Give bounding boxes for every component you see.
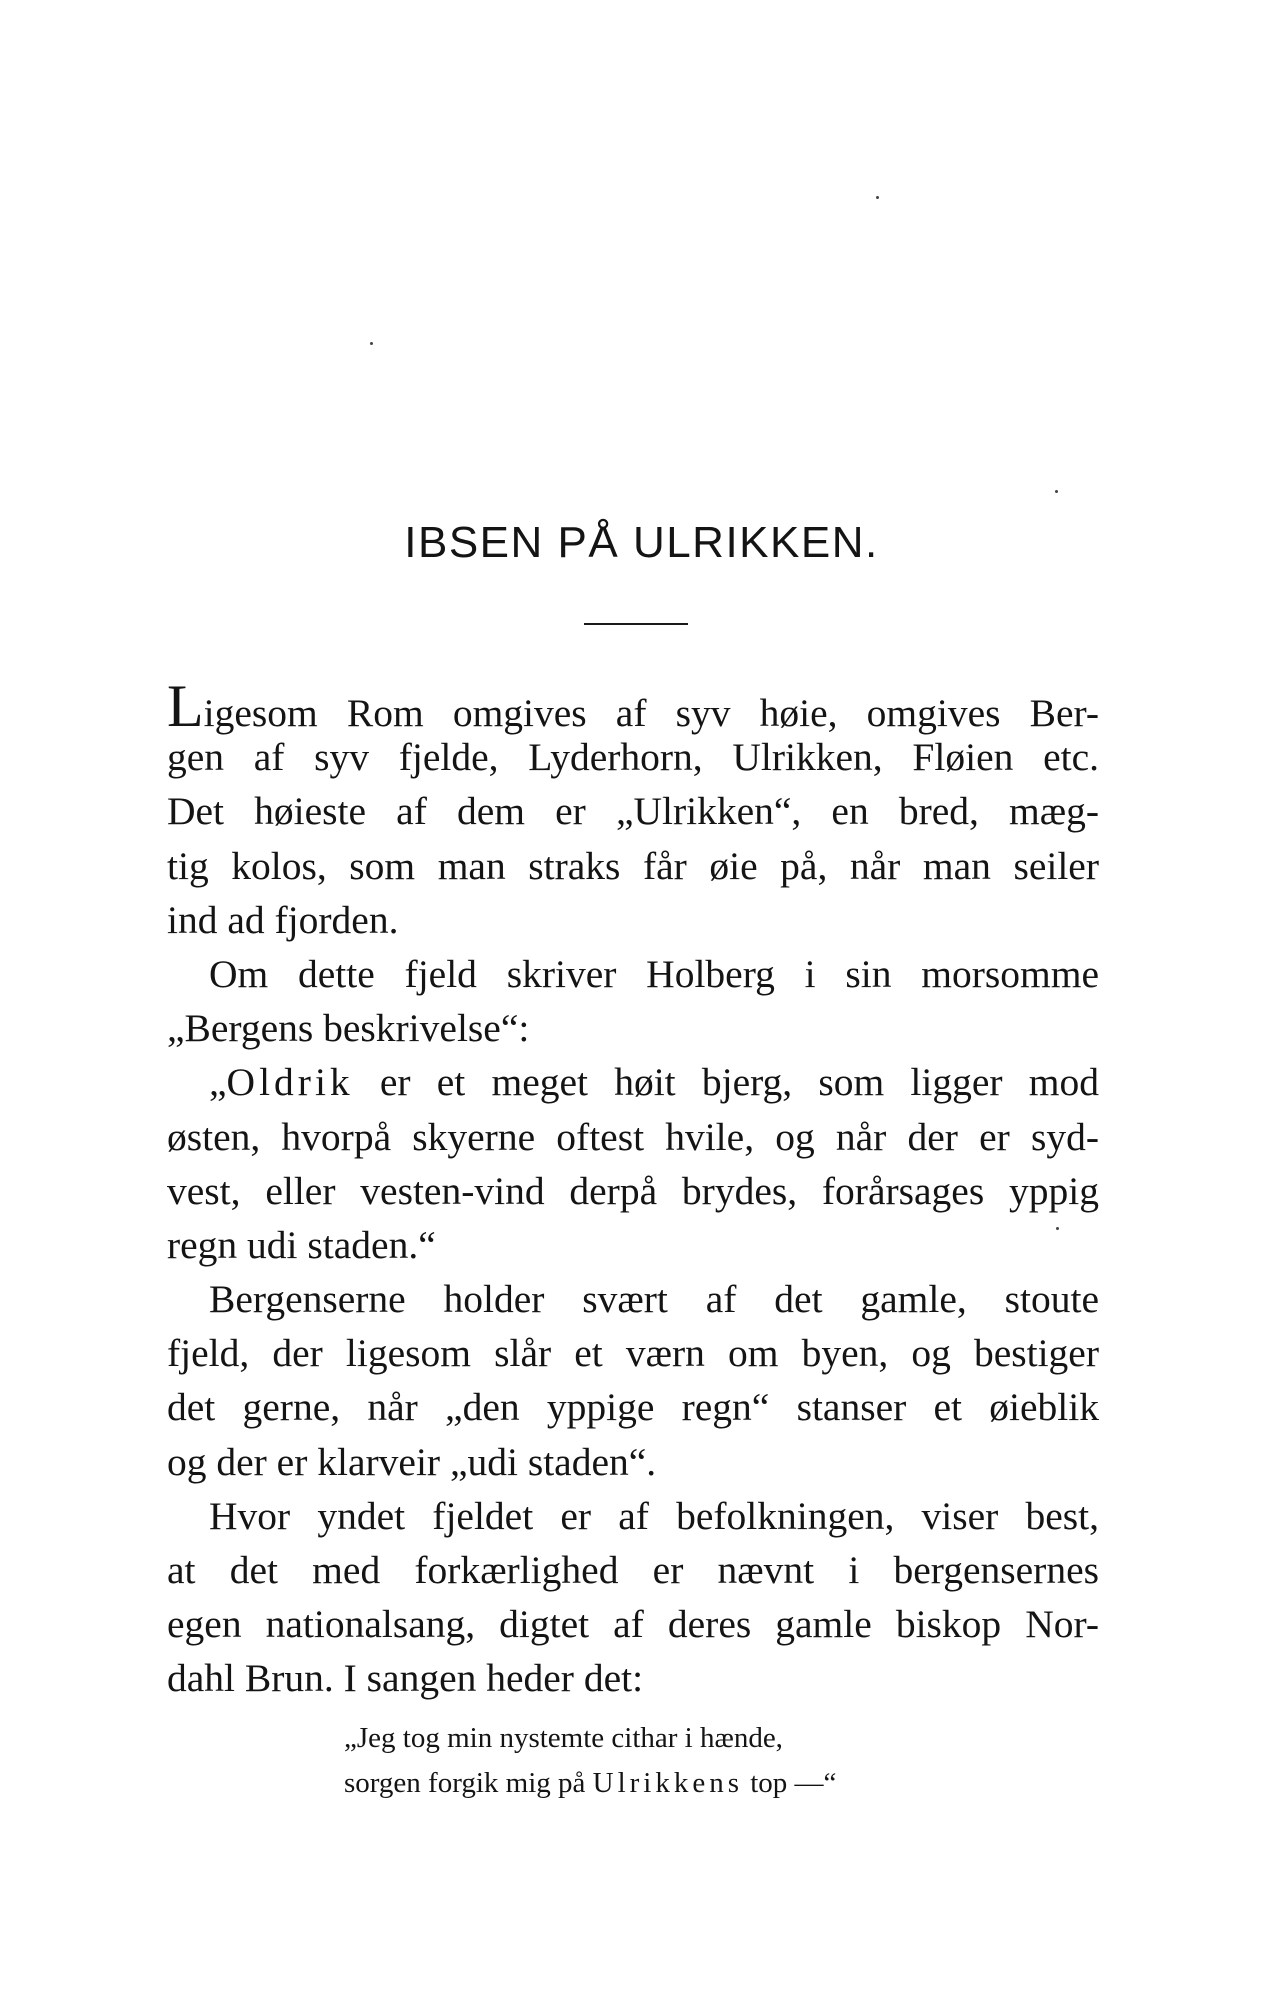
verse-text: sorgen forgik mig på xyxy=(344,1767,593,1799)
verse-line-2 xyxy=(344,1761,836,1806)
paragraph-3-line-2: østen, hvorpå skyerne oftest hvile, og når der er syd- xyxy=(167,1114,1099,1159)
paragraph-1-line-2: gen af syv fjelde, Lyderhorn, Ulrikken, Fløien etc. xyxy=(167,735,1099,780)
paragraph-4-line-3: det gerne, når „den yppige regn“ stanser et øieblik xyxy=(167,1385,1099,1430)
scan-speck xyxy=(1056,1227,1059,1230)
verse-quote xyxy=(344,1716,836,1806)
title-divider xyxy=(584,623,688,625)
text-line: igesom Rom omgives af syv høie, omgives Ber- xyxy=(203,691,1099,735)
paragraph-2-line-1: Om dette fjeld skriver Holberg i sin morsomme xyxy=(209,951,1099,996)
paragraph-1-line-4: tig kolos, som man straks får øie på, når man seiler xyxy=(167,843,1099,888)
paragraph-2-line-2: „Bergens beskrivelse“: xyxy=(167,1006,530,1051)
paragraph-3-line-3: vest, eller vesten-vind derpå brydes, forårsages yppig xyxy=(167,1168,1099,1213)
verse-text: top —“ xyxy=(743,1767,837,1799)
paragraph-3-line-4: regn udi staden.“ xyxy=(167,1222,436,1267)
spaced-word: Oldrik xyxy=(226,1060,354,1105)
paragraph-1-line-3: Det høieste af dem er „Ulrikken“, en bred, mæg- xyxy=(167,789,1099,834)
paragraph-5-line-2: at det med forkærlighed er nævnt i bergensernes xyxy=(167,1548,1099,1592)
paragraph-4-line-4: og der er klarveir „udi staden“. xyxy=(167,1439,657,1484)
paragraph-1-line-1 xyxy=(167,673,1099,739)
paragraph-5-line-1: Hvor yndet fjeldet er af befolkningen, viser best, xyxy=(209,1493,1099,1538)
chapter-title: IBSEN PÅ ULRIKKEN. xyxy=(404,518,879,567)
paragraph-4-line-2: fjeld, der ligesom slår et værn om byen, og bestiger xyxy=(167,1331,1099,1376)
paragraph-5-line-4: dahl Brun. I sangen heder det: xyxy=(167,1656,644,1701)
scan-speck xyxy=(1055,490,1058,493)
paragraph-4-line-1: Bergenserne holder svært af det gamle, stoute xyxy=(209,1277,1099,1322)
opening-quote: „ xyxy=(209,1060,227,1105)
verse-line-1: „Jeg tog min nystemte cithar i hænde, xyxy=(344,1722,783,1754)
paragraph-5-line-3: egen nationalsang, digtet af deres gamle biskop Nor- xyxy=(167,1602,1099,1647)
paragraph-3-line-1 xyxy=(167,1055,1099,1109)
body-text xyxy=(167,673,1099,1706)
scan-speck xyxy=(370,342,373,345)
text-line: er et meget høit bjerg, som ligger mod xyxy=(353,1060,1099,1105)
drop-cap: L xyxy=(167,673,204,739)
spaced-word: Ulrikkens xyxy=(592,1767,743,1799)
scan-speck xyxy=(876,196,879,199)
paragraph-1-line-5: ind ad fjorden. xyxy=(167,897,399,942)
